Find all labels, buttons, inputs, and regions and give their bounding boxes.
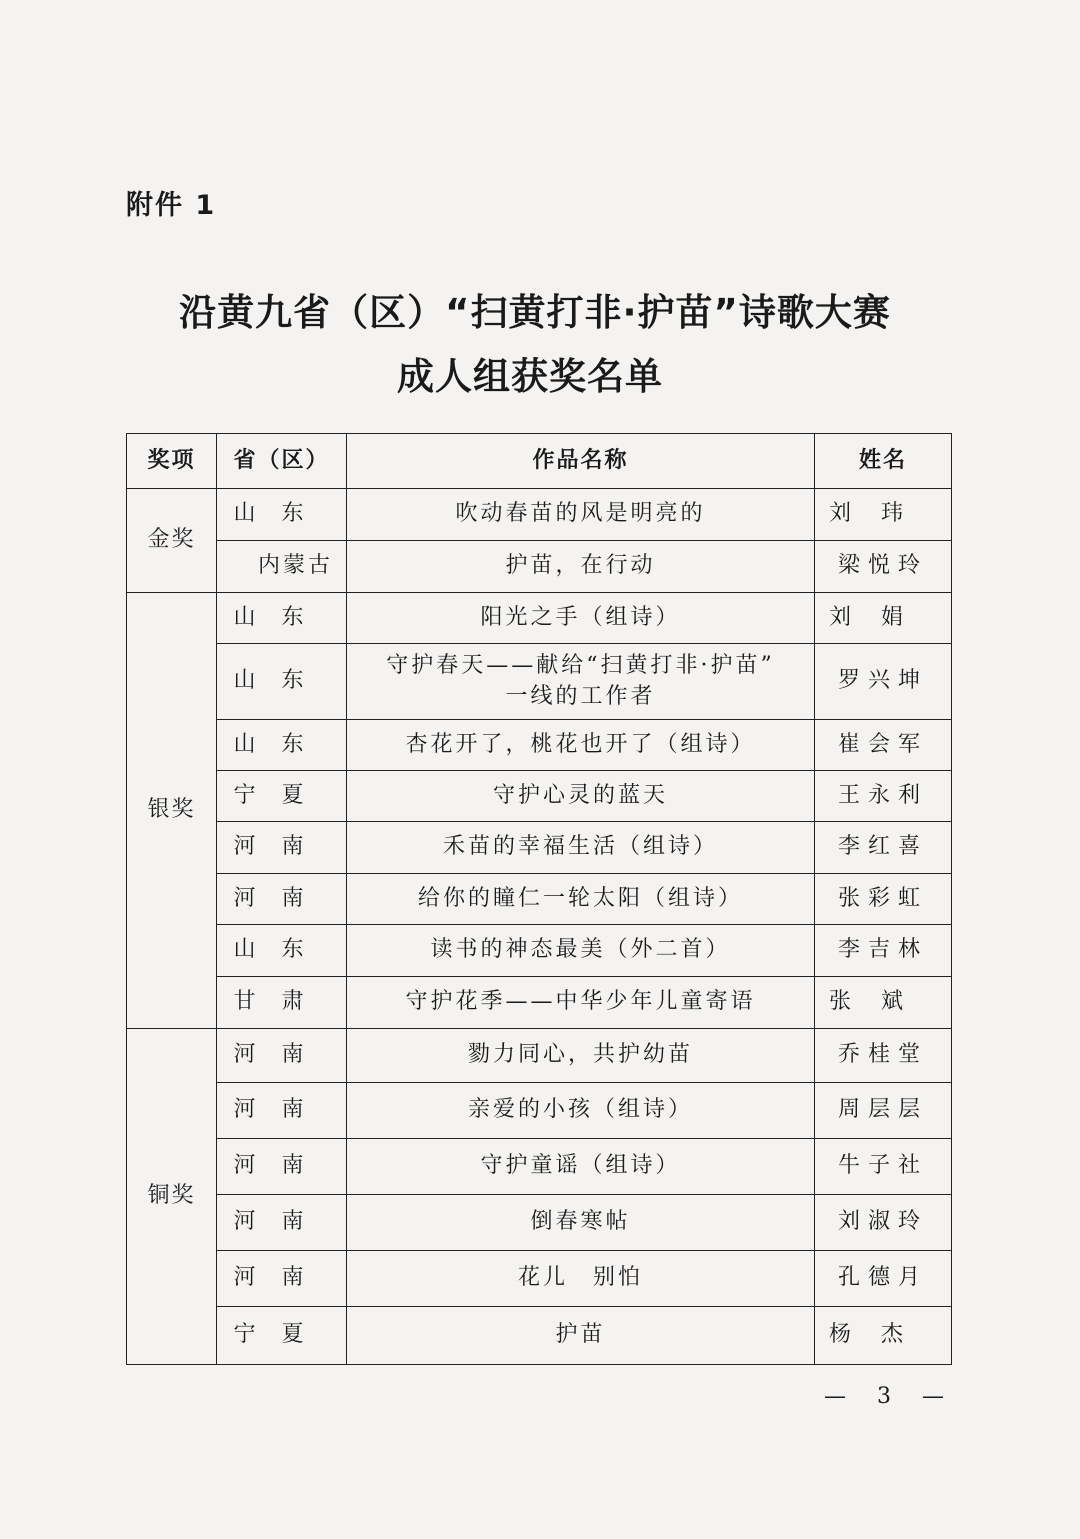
author-name-cell: 周层层 — [815, 1083, 952, 1139]
work-title-cell: 守护心灵的蓝天 — [347, 771, 815, 822]
table-row — [127, 977, 952, 1029]
table-row — [127, 720, 952, 771]
province-cell: 河南 — [217, 1251, 347, 1307]
province-cell: 山东 — [217, 720, 347, 771]
table-row — [127, 822, 952, 874]
table-row — [127, 541, 952, 593]
work-title-cell: 吹动春苗的风是明亮的 — [347, 489, 815, 541]
author-name-cell: 刘玮 — [815, 489, 952, 541]
province-cell: 内蒙古 — [217, 541, 347, 593]
author-name-cell: 刘淑玲 — [815, 1195, 952, 1251]
author-name-cell: 崔会军 — [815, 720, 952, 771]
table-row — [127, 1195, 952, 1251]
author-name-cell: 罗兴坤 — [815, 644, 952, 720]
work-title-cell: 护苗 — [347, 1307, 815, 1365]
table-row — [127, 1029, 952, 1083]
award-level-cell: 银奖 — [127, 593, 217, 1029]
header-work: 作品名称 — [347, 434, 815, 489]
author-name-cell: 杨杰 — [815, 1307, 952, 1365]
province-cell: 河南 — [217, 874, 347, 925]
work-title-cell: 守护春天——献给“扫黄打非·护苗” 一线的工作者 — [347, 644, 815, 720]
author-name-cell: 张斌 — [815, 977, 952, 1029]
award-level-cell: 金奖 — [127, 489, 217, 593]
header-province: 省（区） — [217, 434, 347, 489]
province-cell: 宁夏 — [217, 1307, 347, 1365]
work-title-cell: 读书的神态最美（外二首） — [347, 925, 815, 977]
table-row — [127, 1307, 952, 1365]
author-name-cell: 梁悦玲 — [815, 541, 952, 593]
table-row — [127, 1251, 952, 1307]
awards-table — [126, 433, 952, 1365]
province-cell: 河南 — [217, 1139, 347, 1195]
author-name-cell: 牛子社 — [815, 1139, 952, 1195]
work-title-cell: 禾苗的幸福生活（组诗） — [347, 822, 815, 874]
attachment-label: 附件 1 — [126, 190, 217, 221]
work-title-cell: 亲爱的小孩（组诗） — [347, 1083, 815, 1139]
work-title-cell: 给你的瞳仁一轮太阳（组诗） — [347, 874, 815, 925]
work-title-cell: 阳光之手（组诗） — [347, 593, 815, 644]
document-title-line1: 沿黄九省（区）“扫黄打非·护苗”诗歌大赛 — [179, 291, 891, 334]
author-name-cell: 张彩虹 — [815, 874, 952, 925]
work-title-cell: 勠力同心，共护幼苗 — [347, 1029, 815, 1083]
work-title-cell: 杏花开了，桃花也开了（组诗） — [347, 720, 815, 771]
province-cell: 山东 — [217, 489, 347, 541]
work-title-cell: 倒春寒帖 — [347, 1195, 815, 1251]
document-title-line2: 成人组获奖名单 — [397, 355, 663, 398]
table-row — [127, 1139, 952, 1195]
author-name-cell: 李吉林 — [815, 925, 952, 977]
awards-table-body — [127, 489, 952, 1365]
table-header-row — [127, 434, 952, 489]
work-title-cell: 护苗，在行动 — [347, 541, 815, 593]
work-title-cell: 守护花季——中华少年儿童寄语 — [347, 977, 815, 1029]
author-name-cell: 刘娟 — [815, 593, 952, 644]
author-name-cell: 李红喜 — [815, 822, 952, 874]
table-row — [127, 771, 952, 822]
page-number: — 3 — — [824, 1384, 956, 1409]
province-cell: 河南 — [217, 1083, 347, 1139]
table-row — [127, 644, 952, 720]
table-row — [127, 1083, 952, 1139]
table-row — [127, 925, 952, 977]
work-title-cell: 守护童谣（组诗） — [347, 1139, 815, 1195]
header-name: 姓名 — [815, 434, 952, 489]
province-cell: 山东 — [217, 593, 347, 644]
work-title-cell: 花儿 别怕 — [347, 1251, 815, 1307]
table-row — [127, 593, 952, 644]
table-row — [127, 874, 952, 925]
award-level-cell: 铜奖 — [127, 1029, 217, 1365]
header-award: 奖项 — [127, 434, 217, 489]
author-name-cell: 王永利 — [815, 771, 952, 822]
table-row — [127, 489, 952, 541]
author-name-cell: 孔德月 — [815, 1251, 952, 1307]
province-cell: 山东 — [217, 644, 347, 720]
province-cell: 河南 — [217, 1195, 347, 1251]
province-cell: 甘肃 — [217, 977, 347, 1029]
province-cell: 河南 — [217, 822, 347, 874]
author-name-cell: 乔桂堂 — [815, 1029, 952, 1083]
province-cell: 河南 — [217, 1029, 347, 1083]
province-cell: 山东 — [217, 925, 347, 977]
province-cell: 宁夏 — [217, 771, 347, 822]
